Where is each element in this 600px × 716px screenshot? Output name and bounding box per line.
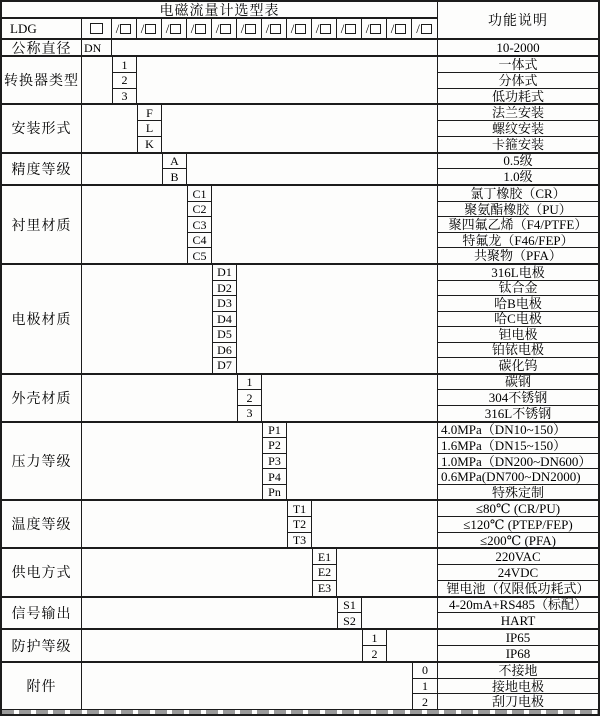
description-column (437, 598, 598, 629)
code-box-icon (170, 24, 181, 34)
code-slash-glyph: / (140, 21, 145, 36)
empty-left-gap (82, 630, 362, 661)
model-segment-cell (237, 19, 262, 38)
code-cell: K (145, 137, 154, 152)
empty-right-gap (387, 630, 437, 661)
description-cell: 10-2000 (496, 40, 540, 56)
code-slash-glyph: / (215, 21, 220, 36)
empty-right-gap (262, 375, 437, 421)
code-cell: S1 (338, 598, 361, 614)
section-row (2, 547, 598, 595)
model-segment-cell (162, 19, 187, 38)
code-cell: 3 (246, 406, 253, 421)
table-header (2, 2, 598, 38)
section-row (2, 38, 598, 55)
code-cell: D4 (213, 312, 236, 328)
description-column (437, 154, 598, 185)
section-row (2, 661, 598, 709)
section-row (2, 628, 598, 661)
description-column (437, 423, 598, 500)
code-cell: E3 (317, 581, 332, 596)
description-cell: 1.6MPa（DN15~150） (438, 438, 598, 454)
description-cell: 哈B电极 (438, 296, 598, 312)
empty-right-gap (137, 57, 437, 103)
description-cell: 刮刀电极 (491, 694, 544, 710)
code-cell: 2 (113, 73, 136, 89)
description-cell: 低功耗式 (491, 88, 544, 104)
empty-right-gap (212, 186, 437, 263)
code-box-icon (395, 24, 406, 34)
description-column (437, 663, 598, 709)
description-column (437, 549, 598, 595)
empty-left-gap (82, 663, 412, 709)
description-cell: 4-20mA+RS485（标配） (438, 598, 598, 614)
description-cell: 聚氨酯橡胶（PU） (438, 202, 598, 218)
code-cell: E2 (313, 565, 336, 581)
code-cell: C5 (192, 248, 207, 263)
code-cell: P2 (263, 438, 286, 454)
description-cell: ≤200℃ (PFA) (480, 532, 556, 548)
code-cell: C3 (188, 217, 211, 233)
description-cell: 316L电极 (438, 265, 598, 281)
description-column (437, 265, 598, 373)
code-cell: C4 (188, 233, 211, 249)
code-cell: 2 (422, 694, 428, 709)
description-cell: 碳化钨 (498, 358, 538, 373)
description-column (437, 40, 598, 55)
code-column (82, 40, 112, 55)
description-cell: 304不锈钢 (438, 390, 598, 406)
description-cell: 0.5级 (438, 154, 598, 170)
code-column (312, 549, 337, 595)
description-cell: 接地电极 (438, 679, 598, 695)
empty-left-gap (82, 598, 337, 629)
section-row (2, 152, 598, 185)
empty-right-gap (187, 154, 437, 185)
description-cell: 316L不锈钢 (484, 405, 552, 421)
code-cell: P4 (263, 469, 286, 485)
code-slash-glyph: / (190, 21, 195, 36)
section-label: 外壳材质 (2, 375, 82, 421)
code-cell: D7 (217, 358, 232, 373)
description-cell: 1.0级 (503, 169, 533, 185)
code-column (362, 630, 387, 661)
section-label: 防护等级 (2, 630, 82, 661)
section-label: 公称直径 (2, 40, 82, 55)
code-slash-glyph: / (390, 21, 395, 36)
empty-left-gap (82, 375, 237, 421)
code-cell: D5 (213, 327, 236, 343)
code-slash-glyph: / (240, 21, 245, 36)
code-cell: A (163, 154, 186, 170)
empty-right-gap (162, 105, 437, 151)
model-segment-cell (287, 19, 312, 38)
model-segment-cell (262, 19, 287, 38)
code-cell: 2 (371, 646, 378, 661)
description-cell: 24VDC (438, 565, 598, 581)
description-column (437, 186, 598, 263)
description-cell: 1.0MPa（DN200~DN600） (438, 454, 598, 470)
model-segment-cell (412, 19, 437, 38)
code-column (112, 57, 137, 103)
code-cell: T2 (288, 517, 311, 533)
description-cell: 分体式 (438, 73, 598, 89)
code-box-icon (195, 24, 206, 34)
code-box-icon (270, 24, 281, 34)
description-cell: 特氟龙（F46/FEP） (438, 233, 598, 249)
description-cell: 哈C电极 (438, 312, 598, 328)
section-label: 精度等级 (2, 154, 82, 185)
description-cell: 一体式 (438, 57, 598, 73)
code-cell: D3 (213, 296, 236, 312)
header-left (2, 2, 437, 38)
description-cell: 法兰安装 (438, 105, 598, 121)
description-cell: 特殊定制 (491, 484, 544, 500)
description-cell: 铂铱电极 (438, 343, 598, 359)
description-cell: 卡箍安装 (491, 136, 544, 152)
code-cell: L (138, 121, 161, 137)
code-slash-glyph: / (115, 21, 120, 36)
empty-left-gap (82, 105, 137, 151)
code-box-icon (245, 24, 256, 34)
code-cell: D1 (213, 265, 236, 281)
code-cell: 3 (121, 89, 128, 104)
section-row (2, 596, 598, 629)
section-label: 电极材质 (2, 265, 82, 373)
code-cell: T1 (288, 501, 311, 517)
code-cell: 1 (238, 375, 261, 391)
model-segment-cell (137, 19, 162, 38)
code-box-icon (120, 24, 131, 34)
description-cell: 螺纹安装 (438, 121, 598, 137)
section-label: 温度等级 (2, 501, 82, 547)
section-label: 转换器类型 (2, 57, 82, 103)
section-label: 附件 (2, 663, 82, 709)
section-row (2, 55, 598, 103)
code-cell: D2 (213, 281, 236, 297)
code-slash-glyph: / (340, 21, 345, 36)
code-cell: B (170, 169, 179, 184)
code-box-icon (421, 24, 432, 34)
model-base-cell (82, 19, 112, 38)
model-segment-cell (212, 19, 237, 38)
code-slash-glyph: / (416, 21, 420, 36)
description-cell: ≤80℃ (CR/PU) (438, 501, 598, 517)
code-cell: C2 (188, 202, 211, 218)
code-box-icon (90, 23, 103, 34)
model-segment-cell (337, 19, 362, 38)
empty-right-gap (312, 501, 437, 547)
description-cell: 聚四氟乙烯（F4/PTFE） (438, 217, 598, 233)
code-cell: D6 (213, 343, 236, 359)
section-row (2, 184, 598, 263)
empty-left-gap (82, 423, 262, 500)
section-label: 供电方式 (2, 549, 82, 595)
section-row (2, 263, 598, 373)
empty-right-gap (237, 265, 437, 373)
section-row (2, 421, 598, 500)
description-cell: IP68 (505, 646, 531, 661)
empty-left-gap (82, 154, 162, 185)
code-cell: 0 (413, 663, 437, 679)
description-cell: 0.6MPa(DN700~DN2000) (438, 469, 598, 485)
code-column (212, 265, 237, 373)
code-column (187, 186, 212, 263)
empty-left-gap (82, 186, 187, 263)
code-cell: 2 (238, 390, 261, 406)
code-cell: C1 (188, 186, 211, 202)
description-cell: 220VAC (438, 549, 598, 565)
section-label: 压力等级 (2, 423, 82, 500)
code-cell: DN (84, 40, 102, 55)
empty-right-gap (112, 40, 437, 55)
empty-left-gap (82, 501, 287, 547)
function-description-header: 功能说明 (437, 2, 598, 38)
code-column (262, 423, 287, 500)
empty-left-gap (82, 265, 212, 373)
empty-left-gap (82, 57, 112, 103)
code-column (137, 105, 162, 151)
model-segment-cell (112, 19, 137, 38)
code-cell: F (138, 105, 161, 121)
model-code-row (2, 19, 437, 38)
empty-right-gap (337, 549, 437, 595)
model-prefix: LDG (2, 19, 82, 38)
description-column (437, 630, 598, 661)
section-row (2, 499, 598, 547)
section-row (2, 103, 598, 151)
empty-left-gap (82, 549, 312, 595)
description-column (437, 501, 598, 547)
code-slash-glyph: / (165, 21, 170, 36)
code-box-icon (370, 24, 381, 34)
model-segment-cell (387, 19, 412, 38)
code-column (412, 663, 437, 709)
code-column (237, 375, 262, 421)
description-cell: IP65 (438, 630, 598, 646)
model-segment-cell (187, 19, 212, 38)
code-box-icon (320, 24, 331, 34)
empty-right-gap (287, 423, 437, 500)
description-column (437, 57, 598, 103)
code-slash-glyph: / (265, 21, 270, 36)
description-cell: 4.0MPa（DN10~150） (438, 423, 598, 439)
description-cell: 不接地 (438, 663, 598, 679)
section-label: 信号输出 (2, 598, 82, 629)
description-cell: 钽电极 (438, 327, 598, 343)
code-cell: E1 (313, 549, 336, 565)
description-cell: 锂电池（仅限低功耗式） (446, 580, 590, 596)
page-title: 电磁流量计选型表 (2, 2, 437, 19)
code-column (337, 598, 362, 629)
code-cell: P1 (263, 423, 286, 439)
description-cell: ≤120℃ (PTEP/FEP) (438, 517, 598, 533)
code-slash-glyph: / (365, 21, 370, 36)
section-label: 安装形式 (2, 105, 82, 151)
section-label: 衬里材质 (2, 186, 82, 263)
code-column (162, 154, 187, 185)
code-slash-glyph: / (315, 21, 320, 36)
code-slash-glyph: / (290, 21, 295, 36)
code-cell: 1 (363, 630, 386, 646)
description-column (437, 105, 598, 151)
code-box-icon (145, 24, 156, 34)
code-cell: T3 (292, 533, 307, 548)
truncated-next-row-strip (2, 709, 598, 714)
code-cell: S2 (343, 613, 356, 628)
empty-right-gap (362, 598, 437, 629)
description-cell: 氯丁橡胶（CR） (438, 186, 598, 202)
code-box-icon (345, 24, 356, 34)
code-box-icon (220, 24, 231, 34)
code-cell: 1 (113, 57, 136, 73)
code-box-icon (295, 24, 306, 34)
code-column (287, 501, 312, 547)
description-column (437, 375, 598, 421)
code-cell: Pn (268, 485, 281, 500)
description-cell: 碳钢 (438, 375, 598, 391)
description-cell: 钛合金 (438, 281, 598, 297)
model-segment-cell (312, 19, 337, 38)
code-cell: P3 (263, 454, 286, 470)
section-row (2, 373, 598, 421)
code-cell: 1 (413, 679, 437, 695)
model-segment-cell (362, 19, 387, 38)
description-cell: HART (500, 613, 536, 629)
description-cell: 共聚物（PFA） (474, 248, 562, 264)
